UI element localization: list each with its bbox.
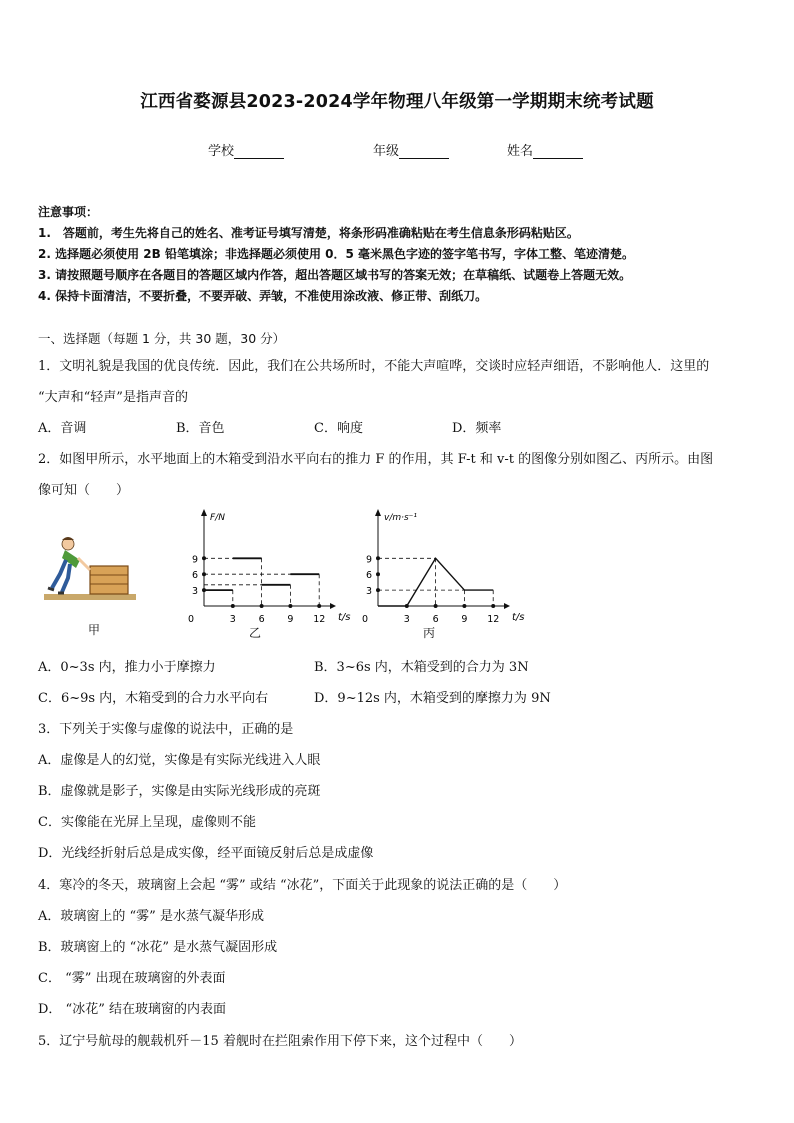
q3-option-b: B．虚像就是影子，实像是由实际光线形成的亮斑 <box>38 784 321 799</box>
q2-option-c: C．6~9s 内，木箱受到的合力水平向右 <box>38 691 269 706</box>
school-label: 学校 <box>208 144 235 159</box>
q4-stem: 4．寒冷的冬天，玻璃窗上会起 “雾” 或结 “冰花”，下面关于此现象的说法正确的是（ ） <box>38 878 567 893</box>
y-tick-dot <box>376 572 380 576</box>
x-tick-label: 9 <box>287 614 294 625</box>
q3-stem: 3．下列关于实像与虚像的说法中，正确的是 <box>38 722 294 737</box>
name-field <box>507 140 583 159</box>
q3-option-d: D．光线经折射后总是成实像，经平面镜反射后总是成虚像 <box>38 846 374 861</box>
notice-item-1: 1. 答题前，考生先将自己的姓名、准考证号填写清楚，将条形码准确粘贴在考生信息条形码粘贴区。 <box>38 226 579 240</box>
x-axis-arrow <box>330 603 336 609</box>
school-field <box>208 140 284 159</box>
x-tick-label: 3 <box>229 614 236 625</box>
q1-option-c: C．响度 <box>314 421 363 436</box>
y-tick-label: 9 <box>366 554 373 566</box>
grade-field <box>373 140 449 159</box>
y-tick-label: 6 <box>366 570 373 582</box>
q1-option-a: A．音调 <box>38 421 87 436</box>
y-axis-label: F/N <box>210 513 225 523</box>
q3-option-a: A．虚像是人的幻觉，实像是有实际光线进入人眼 <box>38 753 321 768</box>
person-pushing <box>48 537 90 593</box>
x-axis-arrow <box>504 603 510 609</box>
notice-item-4: 4. 保持卡面清洁，不要折叠，不要弄破、弄皱，不准使用涂改液、修正带、刮纸刀。 <box>38 289 488 303</box>
q1-stem-line2: “大声和“轻声”是指声音的 <box>38 390 188 405</box>
ft-chart <box>188 506 358 630</box>
x-axis-label: t/s <box>338 612 351 623</box>
x-axis-label: t/s <box>512 612 525 623</box>
q2-stem-line2: 像可知（ ） <box>38 483 130 498</box>
q2-option-d: D．9~12s 内，木箱受到的摩擦力为 9N <box>314 691 551 706</box>
y-tick-label: 3 <box>366 586 373 598</box>
vt-chart <box>362 506 532 630</box>
y-tick-label: 9 <box>192 554 199 566</box>
x-tick-label: 6 <box>432 614 439 625</box>
grade-label: 年级 <box>373 144 400 159</box>
x-tick-dot <box>260 604 264 608</box>
q1-stem-line1: 1．文明礼貌是我国的优良传统．因此，我们在公共场所时，不能大声喧哗，交谈时应轻声细语，不影响他人．这里的 <box>38 359 710 374</box>
y-tick-label: 6 <box>192 570 199 582</box>
q5-stem: 5．辽宁号航母的舰载机歼－15 着舰时在拦阻索作用下停下来，这个过程中（ ） <box>38 1034 522 1049</box>
q4-option-d: D． “冰花” 结在玻璃窗的内表面 <box>38 1002 226 1017</box>
q3-option-c: C．实像能在光屏上呈现，虚像则不能 <box>38 815 256 830</box>
name-blank <box>533 144 583 159</box>
x-tick-label: 6 <box>258 614 265 625</box>
page-title: 江西省婺源县2023-2024学年物理八年级第一学期期末统考试题 <box>140 92 654 112</box>
q2-option-b: B．3~6s 内，木箱受到的合力为 3N <box>314 660 529 675</box>
figure-jia-caption: 甲 <box>88 623 101 637</box>
y-axis-label: v/m·s⁻¹ <box>384 513 418 523</box>
x-tick-label: 3 <box>403 614 410 625</box>
y-axis-arrow <box>201 509 207 516</box>
x-tick-label: 12 <box>487 614 500 625</box>
q2-stem-line1: 2．如图甲所示，水平地面上的木箱受到沿水平向右的推力 F 的作用，其 F-t 和 v-t 的图像分别如图乙、丙所示。由图 <box>38 452 714 467</box>
x-tick-label: 0 <box>362 614 369 625</box>
figure-jia-illustration <box>40 530 140 610</box>
q4-option-a: A．玻璃窗上的 “雾” 是水蒸气凝华形成 <box>38 909 264 924</box>
name-label: 姓名 <box>507 144 534 159</box>
q4-option-b: B．玻璃窗上的 “冰花” 是水蒸气凝固形成 <box>38 940 278 955</box>
x-tick-label: 9 <box>461 614 468 625</box>
section-heading: 一、选择题（每题 1 分，共 30 题，30 分） <box>38 331 286 346</box>
grade-blank <box>399 144 449 159</box>
figure-yi-caption: 乙 <box>249 626 262 640</box>
q4-option-c: C． “雾” 出现在玻璃窗的外表面 <box>38 971 226 986</box>
notice-item-3: 3. 请按照题号顺序在各题目的答题区域内作答，超出答题区域书写的答案无效；在草稿纸、试题卷上答题无效。 <box>38 268 632 282</box>
figure-bing-caption: 丙 <box>423 626 436 640</box>
x-tick-dot <box>434 604 438 608</box>
notice-item-2: 2. 选择题必须使用 2B 铅笔填涂；非选择题必须使用 0．5 毫米黑色字迹的签字笔书写，字体工整、笔迹清楚。 <box>38 247 634 261</box>
x-tick-label: 12 <box>313 614 326 625</box>
school-blank <box>234 144 284 159</box>
wooden-box <box>90 566 128 594</box>
q2-option-a: A．0~3s 内，推力小于摩擦力 <box>38 660 216 675</box>
q1-option-d: D．频率 <box>452 421 502 436</box>
notice-heading: 注意事项： <box>38 205 99 219</box>
ground-line <box>44 594 136 600</box>
x-tick-label: 0 <box>188 614 195 625</box>
q1-option-b: B．音色 <box>176 421 225 436</box>
y-axis-arrow <box>375 509 381 516</box>
y-tick-label: 3 <box>192 586 199 598</box>
